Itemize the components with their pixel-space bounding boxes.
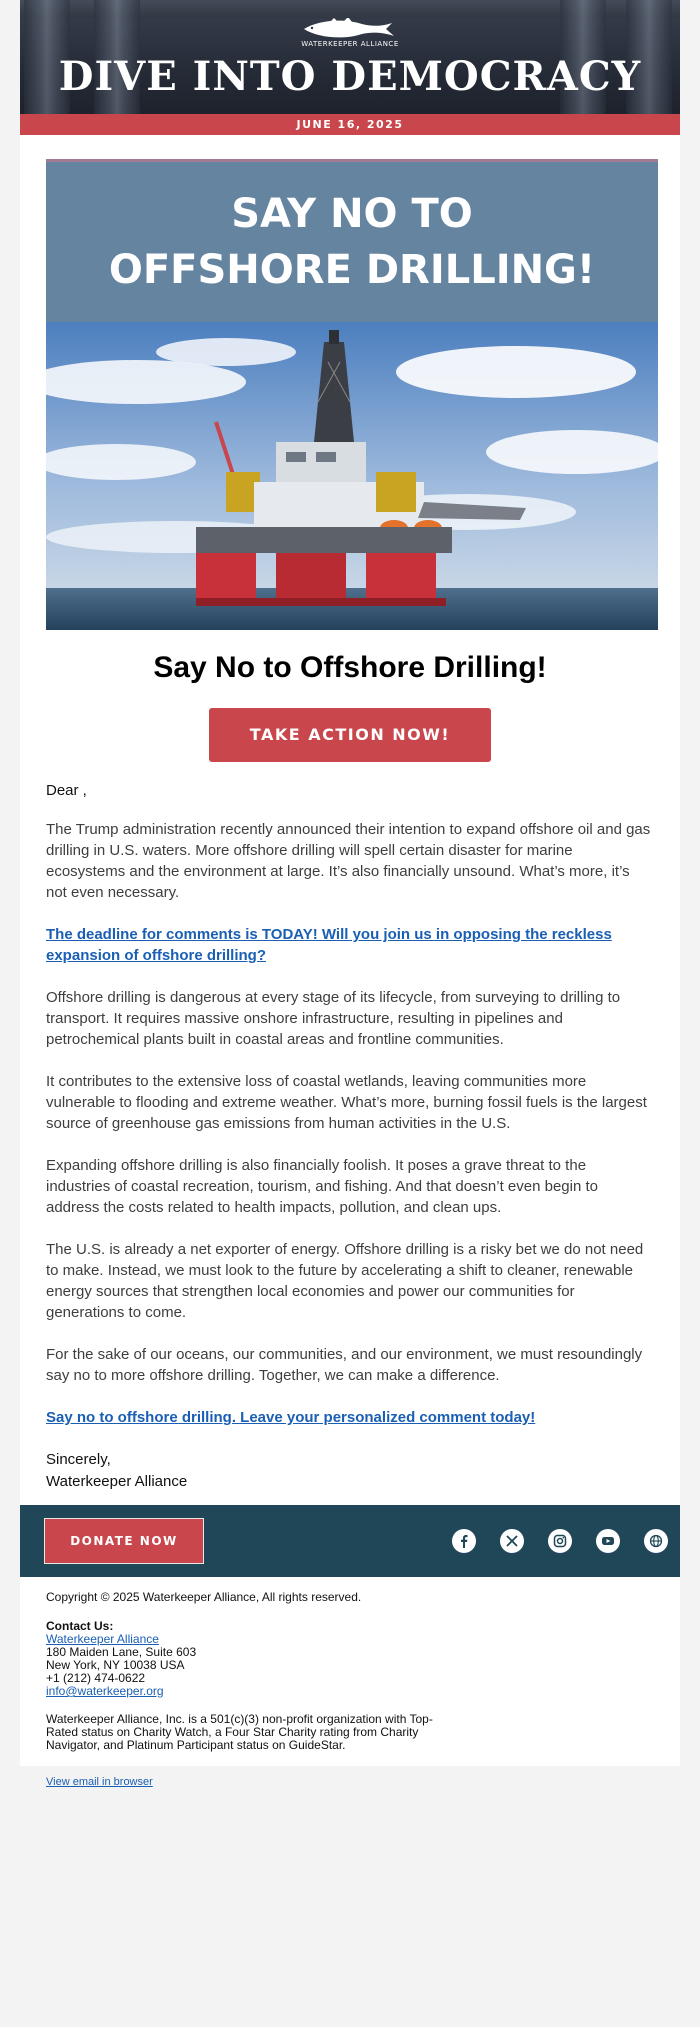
address-line-1: 180 Maiden Lane, Suite 603 [46,1645,197,1659]
paragraph-2: Offshore drilling is dangerous at every stage of its lifecycle, from surveying to drilling to transport. It requires massive onshore infrastructure, resulting in pipelines and petrochemical plants built in coastal areas and frontline communities. [46,989,621,1048]
view-in-browser-link[interactable]: View email in browser [46,1776,153,1788]
feature-headline-line2: OFFSHORE DRILLING! [108,247,596,293]
paragraph-4: Expanding offshore drilling is also financially foolish. It poses a grave threat to the industries of coastal recreation, tourism, and fishing. And that doesn’t even begin to address the costs related to health impacts, pollution, and clean ups. [46,1157,598,1216]
copyright: Copyright © 2025 Waterkeeper Alliance, All rights reserved. [46,1590,362,1604]
date-bar: JUNE 16, 2025 [20,114,680,135]
greeting: Dear , [46,782,87,799]
take-action-button[interactable]: TAKE ACTION NOW! [209,708,491,762]
phone: +1 (212) 474-0622 [46,1671,146,1685]
address-line-2: New York, NY 10038 USA [46,1658,185,1672]
header-title: DIVE INTO DEMOCRACY [58,53,642,100]
offshore-rig-image[interactable] [46,322,658,630]
letter-body [20,780,680,1493]
logo-text: WATERKEEPER ALLIANCE [301,40,399,48]
legal-section [20,1577,680,1766]
feature-headline-line1: SAY NO TO [231,191,473,237]
email-link[interactable]: info@waterkeeper.org [46,1684,164,1698]
main-title: Say No to Offshore Drilling! [153,651,547,684]
paragraph-3: It contributes to the extensive loss of coastal wetlands, leaving communities more vulnerable to flooding and extreme weather. What’s more, burning fossil fuels is the largest source of greenhouse gas emissions from human activities in the U.S. [46,1073,647,1132]
paragraph-6: For the sake of our oceans, our communities, and our environment, we must resoundingly say no to more offshore drilling. Together, we can make a difference. [46,1346,643,1384]
email-container [20,0,680,1766]
footer-bar [20,1505,680,1577]
facebook-icon[interactable] [452,1529,476,1553]
signoff: Sincerely, [46,1451,111,1468]
paragraph-5: The U.S. is already a net exporter of energy. Offshore drilling is a risky bet we do not need to make. Instead, we must look to the future by accelerating a shift to cleaner, renewable energy sources that strengthen local economies and power our communities for generations to come. [46,1241,644,1321]
paragraph-1: The Trump administration recently announced their intention to expand offshore oil and gas drilling in U.S. waters. More offshore drilling will spell certain disaster for marine ecosystems and the environment at large. It’s also financially unsound. What’s more, it’s not even necessary. [46,821,651,901]
instagram-icon[interactable] [548,1529,572,1553]
donate-button[interactable]: DONATE NOW [44,1518,204,1564]
x-icon[interactable] [500,1529,524,1553]
org-description: Waterkeeper Alliance, Inc. is a 501(c)(3) non-profit organization with Top-Rated status on Charity Watch, a Four Star Charity rating from Charity Navigator, and Platinum Participant status on GuideStar. [46,1712,433,1752]
feature-headline [46,162,658,322]
signature: Waterkeeper Alliance [46,1473,188,1490]
personalized-comment-link[interactable]: Say no to offshore drilling. Leave your personalized comment today! [46,1409,536,1426]
waterkeeper-logo[interactable] [20,18,680,48]
feature-block [46,159,658,630]
header-banner [20,0,680,114]
org-link[interactable]: Waterkeeper Alliance [46,1632,159,1646]
contact-heading: Contact Us: [46,1619,114,1633]
website-icon[interactable] [644,1529,668,1553]
signature-block [46,1449,654,1493]
youtube-icon[interactable] [596,1529,620,1553]
fish-logo-icon [300,18,400,40]
deadline-comment-link[interactable]: The deadline for comments is TODAY! Will you join us in opposing the reckless expansion of offshore drilling? [46,926,612,964]
